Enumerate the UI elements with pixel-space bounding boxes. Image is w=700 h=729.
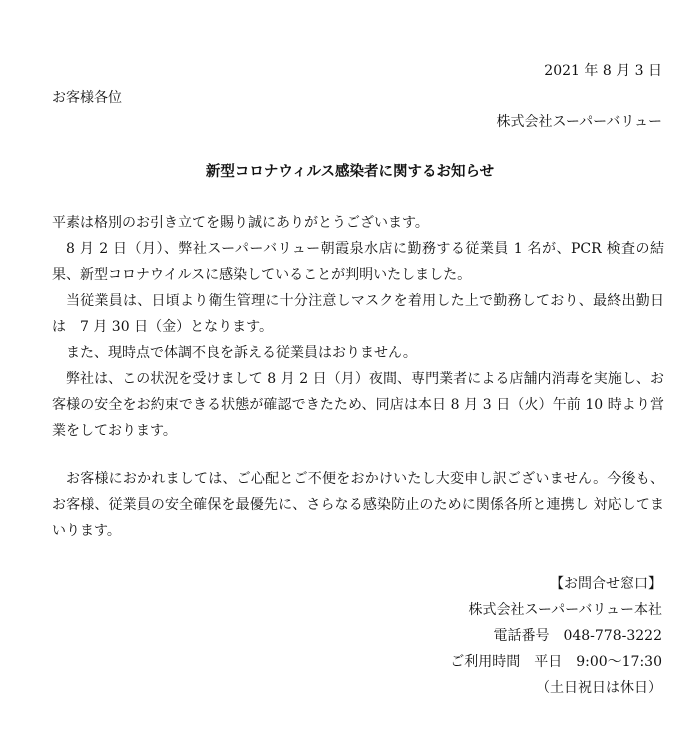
contact-holiday-note: （土日祝日は休日） [536,680,662,696]
employee-status-paragraph: 当従業員は、日頃より衛生管理に十分注意しマスクを着用した上で勤務しており、最終出勤日は 7 月 30 日（金）となります。 [52,293,664,335]
greeting-paragraph: 平素は格別のお引き立てを賜り誠にありがとうございます。 [52,215,429,231]
document-date: 2021 年 8 月 3 日 [544,63,662,79]
disinfection-paragraph: 弊社は、この状況を受けまして 8 月 2 日（月）夜間、専門業者による店舗内消毒を実施し、お客様の安全をお約束できる状態が確認できたため、同店は本日 8 月 3 日（火）午前 10 時より営業をしております。 [52,371,664,439]
contact-company: 株式会社スーパーバリュー本社 [468,602,662,618]
body-text [52,210,664,444]
contact-phone: 電話番号 048-778-3222 [493,628,662,644]
document-title: 新型コロナウィルス感染者に関するお知らせ [205,163,495,180]
sender-company: 株式会社スーパーバリュー [496,114,662,130]
no-symptoms-paragraph: また、現時点で体調不良を訴える従業員はおりません。 [66,345,417,361]
apology-paragraph: お客様におかれましては、ご心配とご不便をおかけいたし大変申し訳ございません。今後も、お客様、従業員の安全確保を最優先に、さらなる感染防止のために関係各所と連携し 対応してまいります。 [52,471,664,539]
infection-paragraph: 8 月 2 日（月）、弊社スーパーバリュー朝霞泉水店に勤務する従業員 1 名が、PCR 検査の結果、新型コロナウイルスに感染していることが判明いたしました。 [52,241,664,283]
contact-hours: ご利用時間 平日 9:00～17:30 [450,654,662,670]
contact-heading: 【お問合せ窓口】 [550,576,662,592]
recipient-line: お客様各位 [52,90,122,106]
contact-block [450,571,662,701]
closing-text [52,466,664,544]
